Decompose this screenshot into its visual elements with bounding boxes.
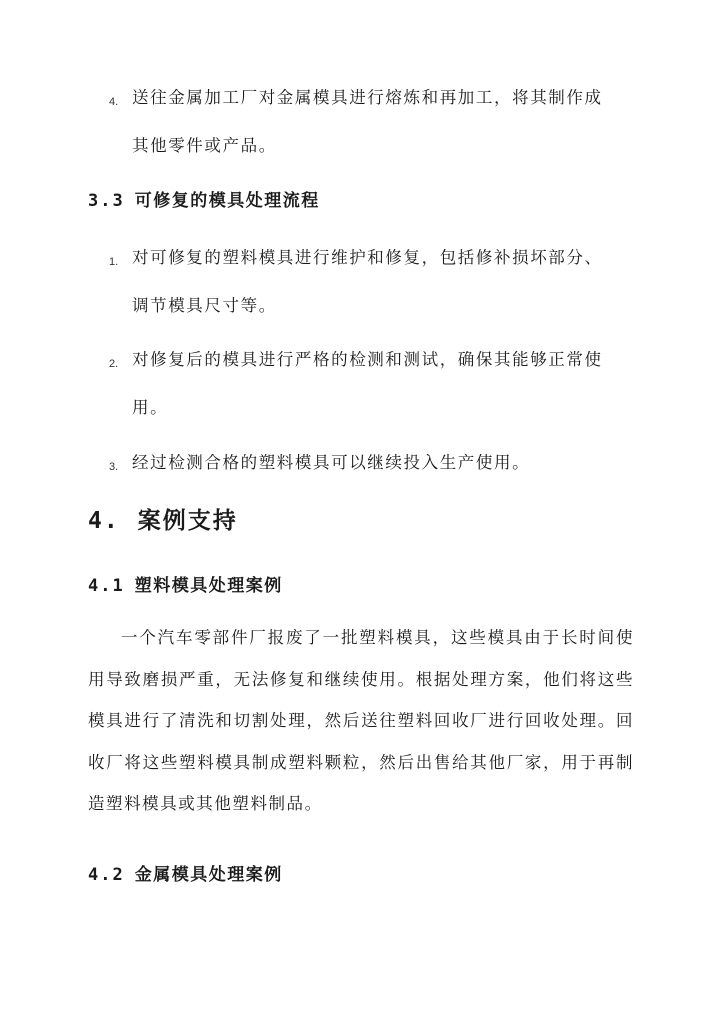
section-heading-3-3 (88, 186, 320, 211)
section-heading-4 (88, 502, 238, 535)
list-item-text-line1: 送往金属加工厂对金属模具进行熔炼和再加工，将其制作成 (132, 88, 603, 107)
heading-title: 案例支持 (137, 507, 238, 534)
heading-number: 3.3 (88, 191, 125, 211)
list-item (88, 453, 633, 488)
heading-number: 4.2 (88, 865, 125, 885)
heading-title: 塑料模具处理案例 (134, 576, 283, 596)
list-item-text-line1: 对可修复的塑料模具进行维护和修复，包括修补损坏部分、 (132, 248, 603, 267)
list-item-text-line2: 用。 (132, 398, 169, 417)
list-number: 3. (109, 461, 119, 473)
list-item-text-line2: 调节模具尺寸等。 (132, 296, 277, 315)
section-heading-4-2 (88, 860, 283, 885)
list-number: 4. (109, 96, 119, 108)
list-item-text-line2: 其他零件或产品。 (132, 136, 277, 155)
body-paragraph: 一个汽车零部件厂报废了一批塑料模具，这些模具由于长时间使用导致磨损严重，无法修复和继续使用。根据处理方案，他们将这些模具进行了清洗和切割处理，然后送往塑料回收厂进行回收处理。回收厂将这些塑料模具制成塑料颗粒，然后出售给其他厂家，用于再制造塑料模具或其他塑料制品。 (88, 628, 634, 813)
heading-title: 可修复的模具处理流程 (134, 191, 320, 211)
list-number: 1. (109, 256, 119, 268)
list-number: 2. (109, 358, 119, 370)
heading-number: 4.1 (88, 576, 125, 596)
list-item (88, 350, 633, 433)
list-item-text-line1: 经过检测合格的塑料模具可以继续投入生产使用。 (132, 453, 531, 472)
heading-number: 4. (88, 508, 120, 534)
section-heading-4-1 (88, 571, 283, 596)
list-item (88, 88, 633, 171)
list-item-text-line1: 对修复后的模具进行严格的检测和测试，确保其能够正常使 (132, 350, 603, 369)
list-item (88, 248, 633, 331)
heading-title: 金属模具处理案例 (134, 865, 283, 885)
